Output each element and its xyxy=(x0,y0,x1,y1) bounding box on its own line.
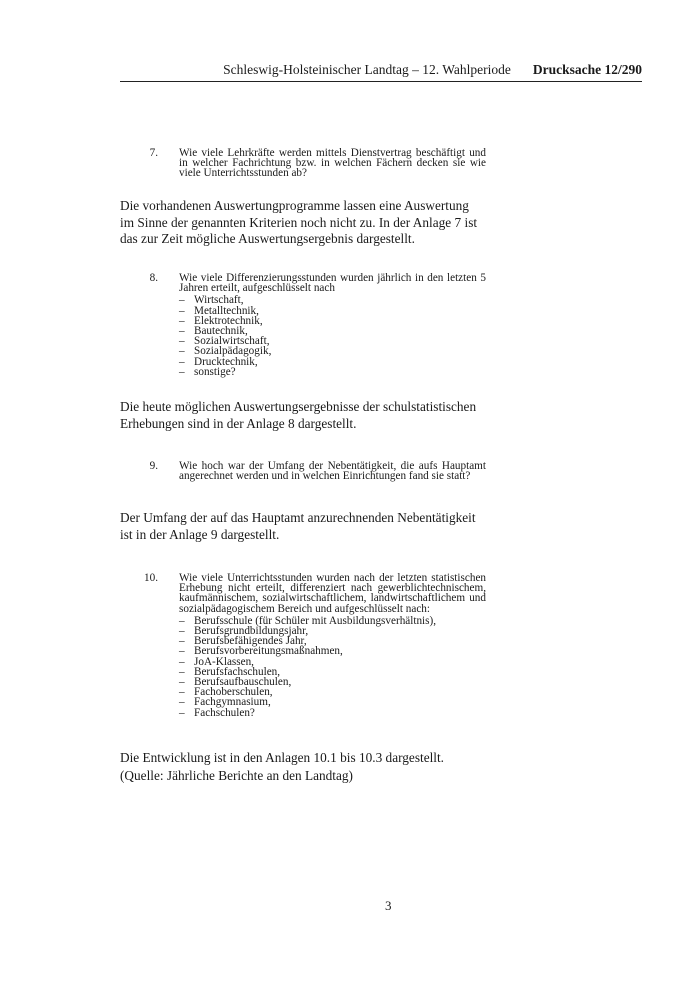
question-number: 10. xyxy=(144,572,158,584)
list-item: – Berufsfachschulen, xyxy=(179,667,486,677)
answer-8: Die heute möglichen Auswertungsergebnisse der schulstatistischen Erhebungen sind in der Anlage 8 dargestellt. xyxy=(120,399,477,431)
page-header xyxy=(120,62,642,78)
question-8 xyxy=(149,272,486,378)
list-item: – Metalltechnik, xyxy=(179,306,486,316)
list-item: – Wirtschaft, xyxy=(179,295,486,305)
answer-10: Die Entwicklung ist in den Anlagen 10.1 bis 10.3 dargestellt. xyxy=(120,750,445,765)
category-list xyxy=(179,295,486,377)
list-item: – Bautechnik, xyxy=(179,326,486,336)
source-note: (Quelle: Jährliche Berichte an den Landtag) xyxy=(120,768,353,783)
list-item: – Fachschulen? xyxy=(179,708,486,718)
list-item: – Elektrotechnik, xyxy=(179,316,486,326)
list-item: – Berufsvorbereitungsmaßnahmen, xyxy=(179,646,486,656)
header-title: Schleswig-Holsteinischer Landtag – 12. Wahlperiode xyxy=(223,62,511,77)
list-item: – Berufsschule (für Schüler mit Ausbildungsverhältnis), xyxy=(179,616,486,626)
list-item: – JoA-Klassen, xyxy=(179,657,486,667)
page-number: 3 xyxy=(385,898,392,913)
question-text: Wie hoch war der Umfang der Nebentätigkeit, die aufs Hauptamt angerechnet werden und in welchen Einrichtungen fand sie statt? xyxy=(179,460,486,483)
category-list xyxy=(179,616,486,718)
question-7 xyxy=(149,147,486,180)
header-rule xyxy=(120,81,642,82)
question-number: 9. xyxy=(149,460,158,472)
list-item: – Berufsgrundbildungsjahr, xyxy=(179,626,486,636)
question-number: 8. xyxy=(149,272,158,284)
answer-9: Der Umfang der auf das Hauptamt anzurechnenden Nebentätigkeit ist in der Anlage 9 dargestellt. xyxy=(120,510,476,542)
list-item: – Sozialwirtschaft, xyxy=(179,336,486,346)
list-item: – Drucktechnik, xyxy=(179,357,486,367)
list-item: – sonstige? xyxy=(179,367,486,377)
question-text: Wie viele Lehrkräfte werden mittels Dienstvertrag beschäftigt und in welcher Fachrichtung bzw. in welchen Fächern decken sie wie viele Unterrichtsstunden ab? xyxy=(179,147,486,180)
list-item: – Berufsaufbauschulen, xyxy=(179,677,486,687)
question-9 xyxy=(149,460,486,483)
document-number: Drucksache 12/290 xyxy=(532,62,642,77)
answer-7: Die vorhandenen Auswertungprogramme lassen eine Auswertung im Sinne der genannten Kriterien noch nicht zu. In der Anlage 7 ist das zur Zeit mögliche Auswertungsergebnis dargestellt. xyxy=(120,198,478,246)
list-item: – Berufsbefähigendes Jahr, xyxy=(179,636,486,646)
question-text: Wie viele Differenzierungsstunden wurden jährlich in den letzten 5 Jahren erteilt, aufgeschlüsselt nach xyxy=(179,272,486,295)
question-number: 7. xyxy=(149,147,158,159)
question-text: Wie viele Unterrichtsstunden wurden nach der letzten statistischen Erhebung nicht erteilt, differenziert nach gewerblichtechnischem, kaufmännischem, sozialwirtschaftlichem, landwirtschaftlichem und sozialpädagogischem Bereich und aufgeschlüsselt nach: xyxy=(179,572,486,615)
list-item: – Fachoberschulen, xyxy=(179,687,486,697)
list-item: – Fachgymnasium, xyxy=(179,697,486,707)
question-10 xyxy=(144,572,486,719)
list-item: – Sozialpädagogik, xyxy=(179,346,486,356)
